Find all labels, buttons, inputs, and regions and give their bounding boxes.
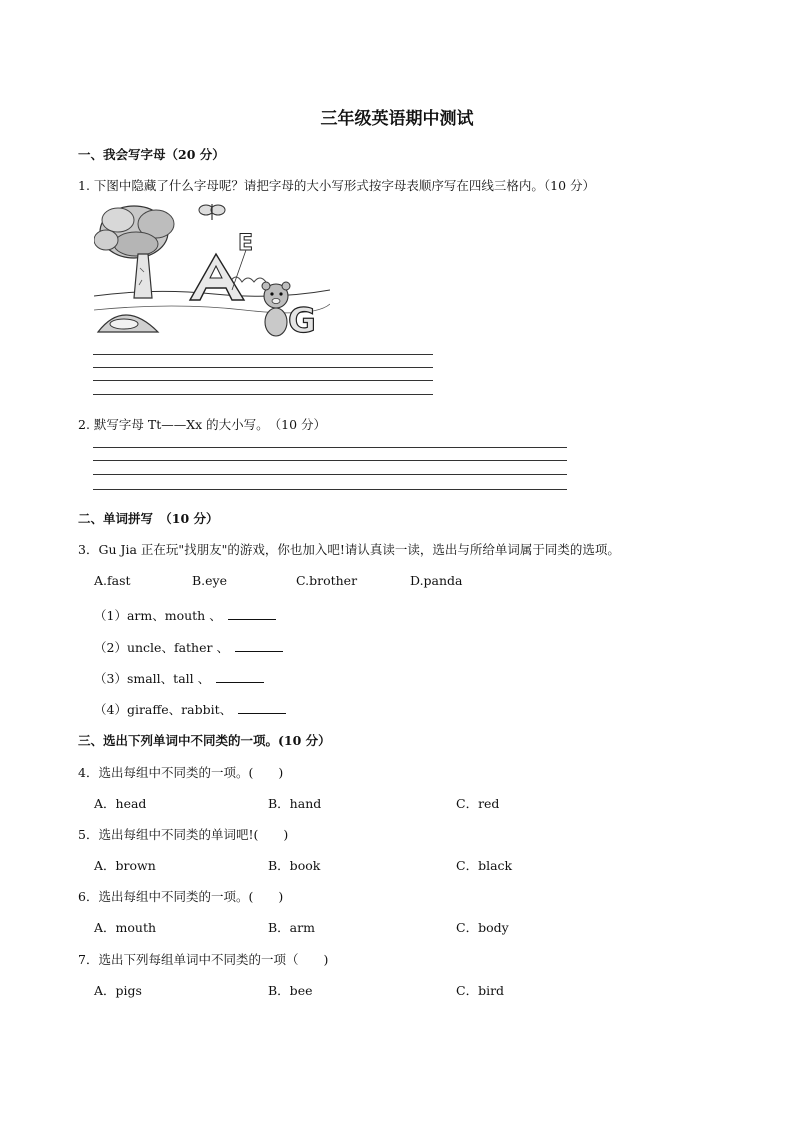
question-1: 1. 下图中隐藏了什么字母呢？请把字母的大小写形式按字母表顺序写在四线三格内。（10 分） (78, 178, 596, 193)
list-item (94, 700, 286, 718)
list-item (94, 606, 276, 624)
writing-line (93, 354, 433, 355)
question-5: 5．选出每组中不同类的单词吧!( ) (78, 827, 289, 842)
page-title: 三年级英语期中测试 (320, 109, 474, 129)
choice-a: A．pigs (94, 983, 142, 998)
writing-line (93, 380, 433, 381)
list-item (94, 669, 264, 687)
section-1-heading: 一、我会写字母（20 分） (78, 147, 225, 162)
choice-b: B．arm (268, 920, 315, 935)
option-b: B.eye (192, 573, 228, 588)
section-3-heading: 三、选出下列单词中不同类的一项。(10 分） (78, 733, 331, 748)
list-item (94, 638, 283, 656)
option-c: C.brother (296, 573, 358, 588)
writing-line (93, 367, 433, 368)
choice-b: B．book (268, 858, 321, 873)
writing-line (93, 489, 567, 490)
question-2: 2. 默写字母 Tt——Xx 的大小写。 （10 分） (78, 417, 327, 432)
answer-blank[interactable] (235, 639, 283, 652)
item-text: （2）uncle、father 、 (94, 640, 229, 655)
option-d: D.panda (410, 573, 463, 588)
choice-a: A．mouth (94, 920, 157, 935)
question-6: 6．选出每组中不同类的一项。( ) (78, 889, 284, 904)
option-a: A.fast (94, 573, 131, 588)
item-text: （1）arm、mouth 、 (94, 608, 222, 623)
choice-c: C．black (456, 858, 513, 873)
answer-blank[interactable] (238, 701, 286, 714)
choice-c: C．bird (456, 983, 505, 998)
choice-b: B．hand (268, 796, 322, 811)
section-2-heading: 二、单词拼写 （10 分） (78, 511, 219, 526)
writing-line (93, 447, 567, 448)
writing-line (93, 394, 433, 395)
question-7: 7．选出下列每组单词中不同类的一项（ ) (78, 952, 329, 967)
item-text: （3）small、tall 、 (94, 671, 211, 686)
answer-blank[interactable] (216, 670, 264, 683)
question-4: 4．选出每组中不同类的一项。( ) (78, 765, 284, 780)
question-3: 3．Gu Jia 正在玩"找朋友"的游戏，你也加入吧!请认真读一读，选出与所给单词属于同类的选项。 (78, 542, 620, 557)
choice-c: C．red (456, 796, 500, 811)
choice-c: C．body (456, 920, 509, 935)
choice-b: B．bee (268, 983, 313, 998)
balloon-letter-e: E (238, 231, 254, 256)
writing-line (93, 474, 567, 475)
writing-line (93, 460, 567, 461)
answer-blank[interactable] (228, 607, 276, 620)
letter-g: G (288, 301, 316, 341)
choice-a: A．brown (94, 858, 156, 873)
item-text: （4）giraffe、rabbit、 (94, 702, 233, 717)
hidden-letters-picture (94, 198, 330, 342)
choice-a: A．head (94, 796, 147, 811)
